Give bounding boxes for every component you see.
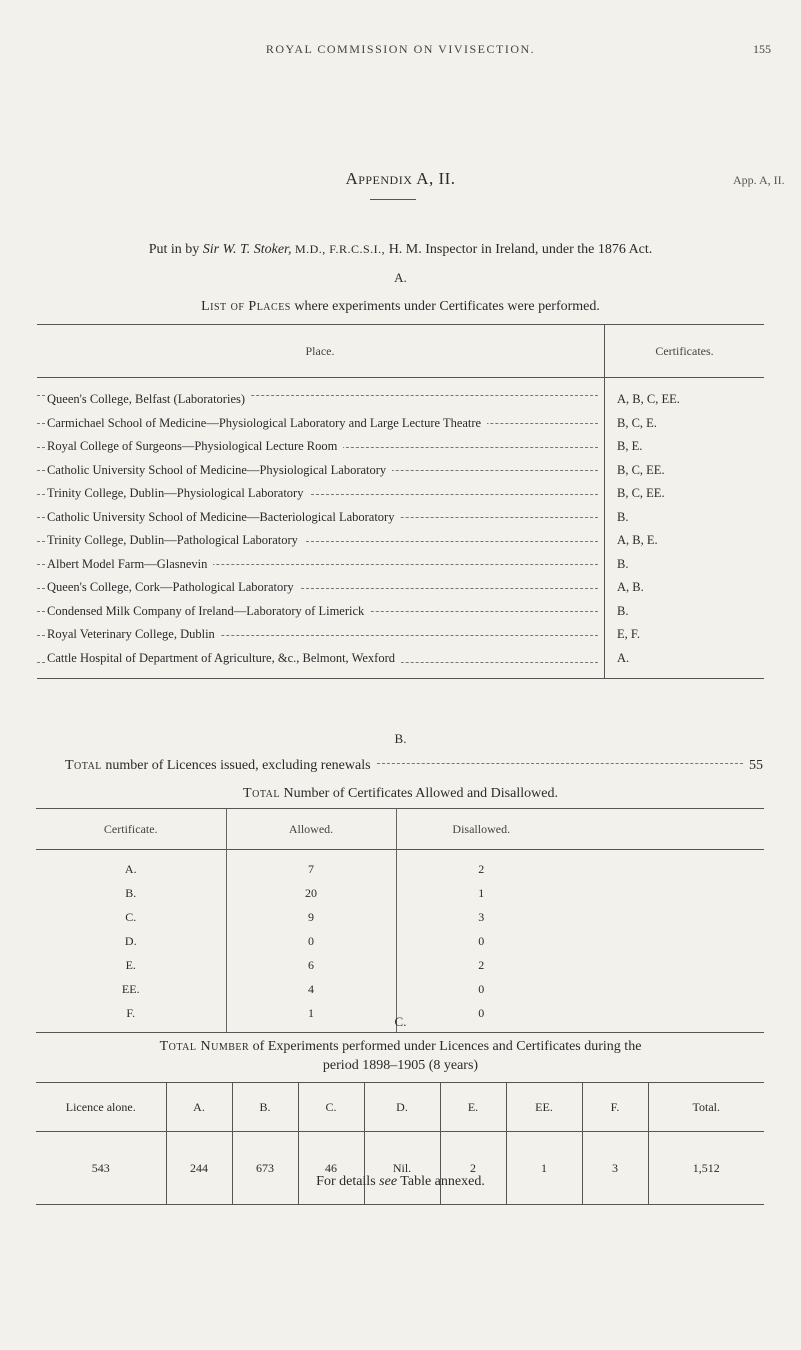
running-head: ROYAL COMMISSION ON VIVISECTION. bbox=[265, 42, 536, 56]
certificates-cell: B. bbox=[617, 509, 629, 524]
place-cell: Queen's College, Belfast (Laboratories) bbox=[37, 378, 605, 412]
exp-value-b: 673 bbox=[232, 1132, 298, 1205]
table-row bbox=[36, 1132, 764, 1205]
exp-value-d: Nil. bbox=[364, 1132, 440, 1205]
exp-header-a: A. bbox=[166, 1083, 232, 1132]
place-cell: Condensed Milk Company of Ireland—Laboratory of Limerick bbox=[37, 600, 605, 624]
certificates-table bbox=[36, 808, 764, 1033]
section-c-label: C. bbox=[394, 1014, 407, 1029]
list-caption-lead: List of Places bbox=[201, 299, 291, 314]
dot-leader bbox=[377, 762, 743, 764]
places-table bbox=[37, 324, 764, 679]
table-row bbox=[36, 905, 764, 929]
exp-header-e: E. bbox=[440, 1083, 506, 1132]
for-details-prefix: For details bbox=[316, 1174, 380, 1189]
total-licences-label: number of Licences issued, excluding renewals bbox=[101, 758, 371, 773]
certificates-cell: A, B, E. bbox=[617, 533, 658, 548]
cert-header-disallowed: Disallowed. bbox=[396, 809, 566, 850]
exp-value-e: 2 bbox=[440, 1132, 506, 1205]
exp-value-licence-alone: 543 bbox=[36, 1132, 166, 1205]
exp-header-d: D. bbox=[364, 1083, 440, 1132]
exp-value-a: 244 bbox=[166, 1132, 232, 1205]
allowed-cell: 0 bbox=[226, 929, 396, 953]
appendix-title: Appendix A, II. bbox=[345, 169, 456, 188]
for-details-note bbox=[0, 1174, 801, 1190]
certificates-cell: A, B, C, EE. bbox=[617, 392, 680, 407]
table-row bbox=[37, 647, 764, 679]
table-row bbox=[37, 378, 764, 412]
table-row bbox=[37, 553, 764, 577]
certificates-caption bbox=[0, 786, 801, 802]
table-row bbox=[37, 435, 764, 459]
exp-value-total: 1,512 bbox=[648, 1132, 764, 1205]
experiments-heading-rest: of Experiments performed under Licences and Certificates during the bbox=[249, 1039, 642, 1054]
total-licences-line bbox=[65, 758, 763, 774]
certificates-cell: E, F. bbox=[617, 627, 640, 642]
cert-header-allowed: Allowed. bbox=[226, 809, 396, 850]
disallowed-cell: 3 bbox=[478, 909, 485, 924]
place-cell: Catholic University School of Medicine—Physiological Laboratory bbox=[37, 459, 605, 483]
for-details-suffix: Table annexed. bbox=[397, 1174, 485, 1189]
places-header-certificates: Certificates. bbox=[605, 325, 765, 378]
certificates-cell: A, B. bbox=[617, 580, 644, 595]
list-caption-rest: where experiments under Certificates were performed. bbox=[290, 299, 600, 314]
certificate-cell: A. bbox=[124, 861, 137, 876]
place-cell: Carmichael School of Medicine—Physiological Laboratory and Large Lecture Theatre bbox=[37, 412, 605, 436]
section-a-label: A. bbox=[394, 270, 407, 285]
certificate-cell: C. bbox=[125, 909, 137, 924]
disallowed-cell: 0 bbox=[396, 1001, 566, 1033]
allowed-cell: 4 bbox=[226, 977, 396, 1001]
experiments-heading bbox=[100, 1037, 701, 1075]
place-cell: Catholic University School of Medicine—Bacteriological Laboratory bbox=[37, 506, 605, 530]
exp-value-f: 3 bbox=[582, 1132, 648, 1205]
page-number: 155 bbox=[753, 42, 771, 56]
certificate-cell: F. bbox=[36, 1001, 226, 1033]
table-row bbox=[37, 576, 764, 600]
disallowed-cell: 2 bbox=[478, 957, 485, 972]
place-cell: Royal College of Surgeons—Physiological Lecture Room bbox=[37, 435, 605, 459]
certificate-cell: EE. bbox=[121, 981, 140, 996]
place-cell: Albert Model Farm—Glasnevin bbox=[37, 553, 605, 577]
allowed-cell: 1 bbox=[226, 1001, 396, 1033]
title-rule bbox=[370, 199, 416, 200]
exp-header-b: B. bbox=[232, 1083, 298, 1132]
disallowed-cell: 0 bbox=[478, 933, 485, 948]
put-in-suffix: H. M. Inspector in Ireland, under the 1876 Act. bbox=[385, 242, 653, 257]
exp-header-c: C. bbox=[298, 1083, 364, 1132]
section-b-label: B. bbox=[394, 731, 407, 746]
disallowed-cell: 0 bbox=[478, 981, 485, 996]
table-row bbox=[37, 482, 764, 506]
put-in-name: Sir W. T. Stoker, bbox=[202, 242, 292, 257]
exp-value-ee: 1 bbox=[506, 1132, 582, 1205]
list-caption bbox=[0, 299, 801, 315]
place-cell: Royal Veterinary College, Dublin bbox=[37, 623, 605, 647]
exp-header-total: Total. bbox=[648, 1083, 764, 1132]
table-row bbox=[37, 623, 764, 647]
place-cell: Cattle Hospital of Department of Agriculture, &c., Belmont, Wexford bbox=[37, 647, 605, 679]
certificates-caption-rest: Number of Certificates Allowed and Disallowed. bbox=[279, 786, 558, 801]
place-cell: Queen's College, Cork—Pathological Laboratory bbox=[37, 576, 605, 600]
for-details-italic: see bbox=[379, 1174, 398, 1189]
table-row bbox=[37, 459, 764, 483]
disallowed-cell: 1 bbox=[478, 885, 485, 900]
experiments-heading-lead: Total Number bbox=[159, 1039, 250, 1054]
exp-header-ee: EE. bbox=[506, 1083, 582, 1132]
allowed-cell: 6 bbox=[226, 953, 396, 977]
table-row bbox=[37, 529, 764, 553]
allowed-cell: 7 bbox=[226, 850, 396, 882]
places-header-place: Place. bbox=[37, 325, 605, 378]
table-row bbox=[37, 506, 764, 530]
table-row bbox=[36, 881, 764, 905]
put-in-credentials: M.D., F.R.C.S.I., bbox=[291, 242, 386, 256]
cert-header-certificate: Certificate. bbox=[36, 809, 226, 850]
certificate-cell: E. bbox=[125, 957, 136, 972]
certificates-cell: B, C, EE. bbox=[617, 462, 665, 477]
total-licences-lead: Total bbox=[65, 758, 102, 773]
table-row bbox=[36, 953, 764, 977]
certificate-cell: D. bbox=[124, 933, 137, 948]
exp-value-c: 46 bbox=[298, 1132, 364, 1205]
place-cell: Trinity College, Dublin—Pathological Laboratory bbox=[37, 529, 605, 553]
put-in-line bbox=[0, 242, 801, 258]
exp-header-f: F. bbox=[582, 1083, 648, 1132]
certificates-cell: B. bbox=[617, 603, 629, 618]
table-row bbox=[36, 977, 764, 1001]
certificates-cell: B, C, EE. bbox=[617, 486, 665, 501]
total-licences-value: 55 bbox=[749, 758, 763, 773]
experiments-heading-line2: period 1898–1905 (8 years) bbox=[322, 1058, 479, 1073]
certificates-cell: A. bbox=[605, 647, 765, 679]
table-row bbox=[36, 850, 764, 882]
table-row bbox=[37, 412, 764, 436]
table-row bbox=[36, 929, 764, 953]
disallowed-cell: 2 bbox=[478, 861, 485, 876]
allowed-cell: 9 bbox=[226, 905, 396, 929]
certificate-cell: B. bbox=[125, 885, 137, 900]
certificates-caption-lead: Total bbox=[243, 786, 280, 801]
certificates-cell: B, E. bbox=[617, 439, 643, 454]
certificates-cell: B. bbox=[617, 556, 629, 571]
put-in-prefix: Put in by bbox=[148, 242, 203, 257]
allowed-cell: 20 bbox=[226, 881, 396, 905]
table-row bbox=[37, 600, 764, 624]
certificates-cell: B, C, E. bbox=[617, 415, 657, 430]
place-cell: Trinity College, Dublin—Physiological Laboratory bbox=[37, 482, 605, 506]
exp-header-licence-alone: Licence alone. bbox=[36, 1083, 166, 1132]
side-note: App. A, II. bbox=[733, 173, 785, 187]
